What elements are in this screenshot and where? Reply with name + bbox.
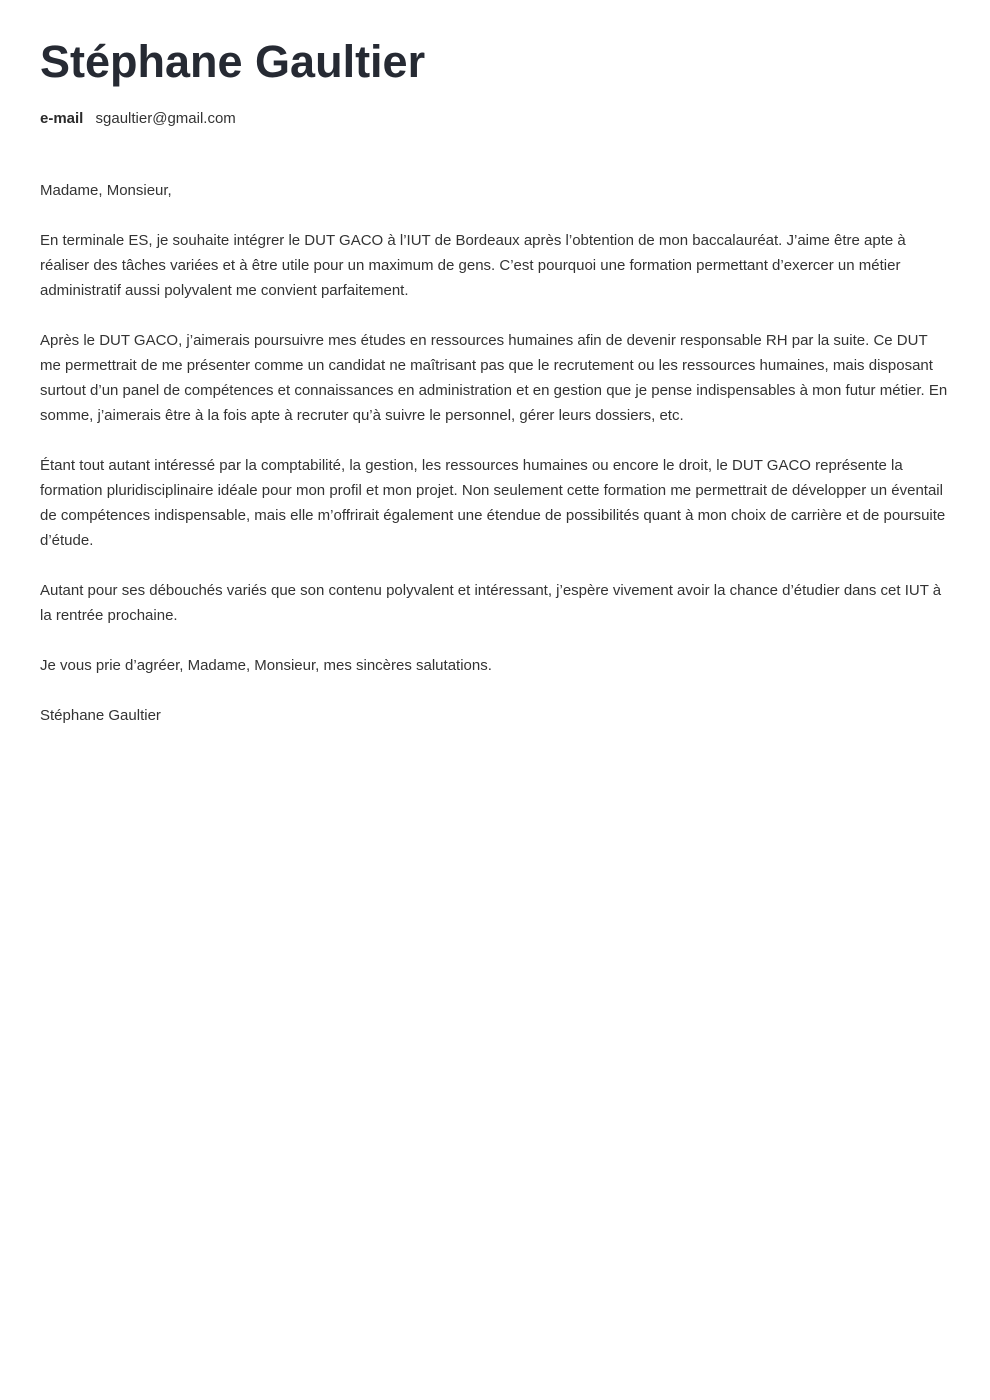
email-address: sgaultier@gmail.com [95,110,236,127]
letter-body [40,178,950,728]
paragraph-2: Après le DUT GACO, j’aimerais poursuivre mes études en ressources humaines afin de devenir responsable RH par la suite. Ce DUT me permettrait de me présenter comme un candidat ne maîtrisant pas que le recrutement ou les ressources humaines, mais disposant surtout d’un panel de compétences et connaissances en administration et en gestion que je pense indispensables à mon futur métier. En somme, j’aimerais être à la fois apte à recruter qu’à suivre le personnel, gérer leurs dossiers, etc. [40,332,948,424]
closing: Je vous prie d’agréer, Madame, Monsieur, mes sincères salutations. [40,657,492,674]
salutation: Madame, Monsieur, [40,182,172,199]
paragraph-3: Étant tout autant intéressé par la comptabilité, la gestion, les ressources humaines ou encore le droit, le DUT GACO représente la formation pluridisciplinaire idéale pour mon profil et mon projet. Non seulement cette formation me permettrait de développer un éventail de compétences indispensable, mais elle m’offrirait également une étendue de possibilités quant à mon choix de carrière et de poursuite d’étude. [40,457,946,549]
paragraph-1: En terminale ES, je souhaite intégrer le DUT GACO à l’IUT de Bordeaux après l’obtention de mon baccalauréat. J’aime être apte à réaliser des tâches variées et à être utile pour un maximum de gens. C’est pourquoi une formation permettant d’exercer un métier administratif aussi polyvalent me convient parfaitement. [40,232,906,299]
contact-line [40,108,950,130]
signature: Stéphane Gaultier [40,707,161,724]
email-label: e-mail [40,110,84,127]
paragraph-4: Autant pour ses débouchés variés que son contenu polyvalent et intéressant, j’espère vivement avoir la chance d’étudier dans cet IUT à la rentrée prochaine. [40,582,942,624]
applicant-name: Stéphane Gaultier [40,36,426,87]
